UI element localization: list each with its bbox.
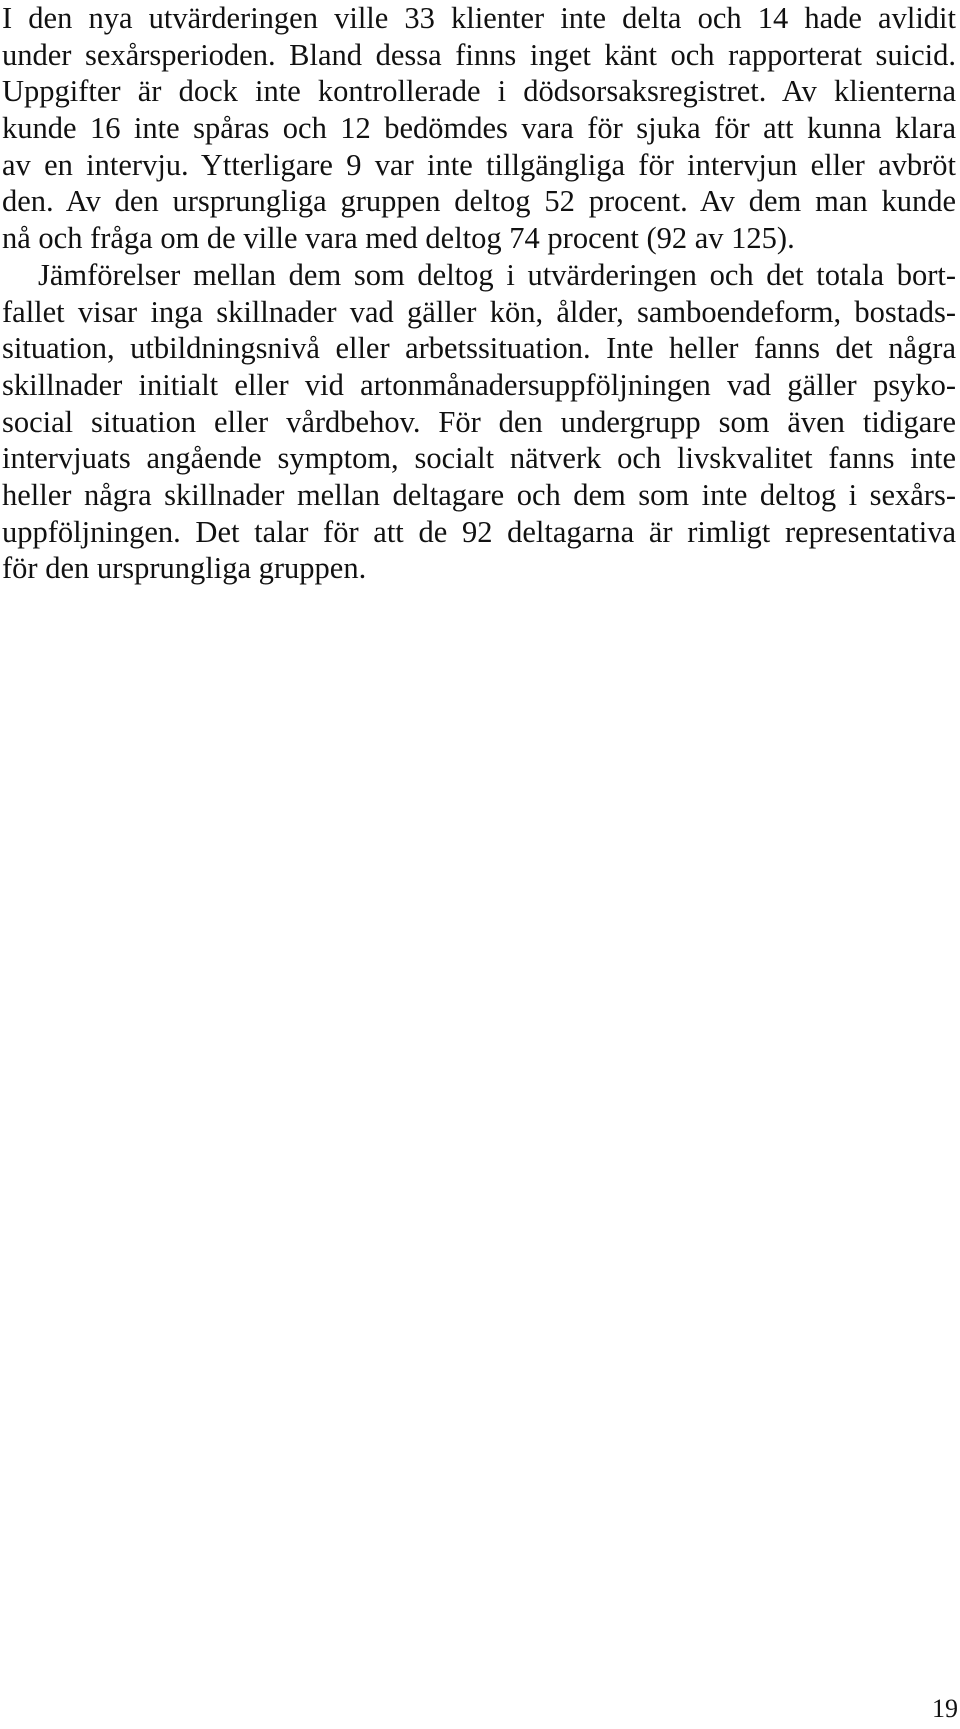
paragraph-2 bbox=[2, 257, 956, 587]
text-line: kunde 16 inte spåras och 12 bedömdes vara för sjuka för att kunna klara bbox=[2, 111, 956, 146]
text-line: skillnader initialt eller vid artonmånadersuppföljningen vad gäller psyko- bbox=[2, 367, 956, 402]
text-line: under sexårsperioden. Bland dessa finns inget känt och rapporterat suicid. bbox=[2, 37, 956, 72]
paragraph-1 bbox=[2, 0, 956, 257]
text-line: Uppgifter är dock inte kontrollerade i dödsorsaksregistret. Av klienterna bbox=[2, 74, 956, 109]
text-line: situation, utbildningsnivå eller arbetssituation. Inte heller fanns det några bbox=[2, 331, 956, 366]
text-line: I den nya utvärderingen ville 33 klienter inte delta och 14 hade avlidit bbox=[2, 1, 956, 35]
text-line: för den ursprungliga gruppen. bbox=[2, 551, 367, 586]
text-line: heller några skillnader mellan deltagare och dem som inte deltog i sexårs- bbox=[2, 477, 956, 512]
text-line: Jämförelser mellan dem som deltog i utvärderingen och det totala bort- bbox=[38, 257, 956, 292]
text-line: fallet visar inga skillnader vad gäller kön, ålder, samboendeform, bostads- bbox=[2, 294, 956, 329]
text-line: nå och fråga om de ville vara med deltog 74 procent (92 av 125). bbox=[2, 221, 795, 256]
page-number: 19 bbox=[932, 1694, 958, 1723]
text-line: uppföljningen. Det talar för att de 92 deltagarna är rimligt representativa bbox=[2, 514, 956, 549]
document-body bbox=[2, 0, 956, 587]
text-line: social situation eller vårdbehov. För den undergrupp som även tidigare bbox=[2, 404, 956, 439]
text-line: intervjuats angående symptom, socialt nätverk och livskvalitet fanns inte bbox=[2, 441, 956, 476]
text-line: den. Av den ursprungliga gruppen deltog 52 procent. Av dem man kunde bbox=[2, 184, 956, 219]
text-line: av en intervju. Ytterligare 9 var inte tillgängliga för intervjun eller avbröt bbox=[2, 147, 956, 182]
